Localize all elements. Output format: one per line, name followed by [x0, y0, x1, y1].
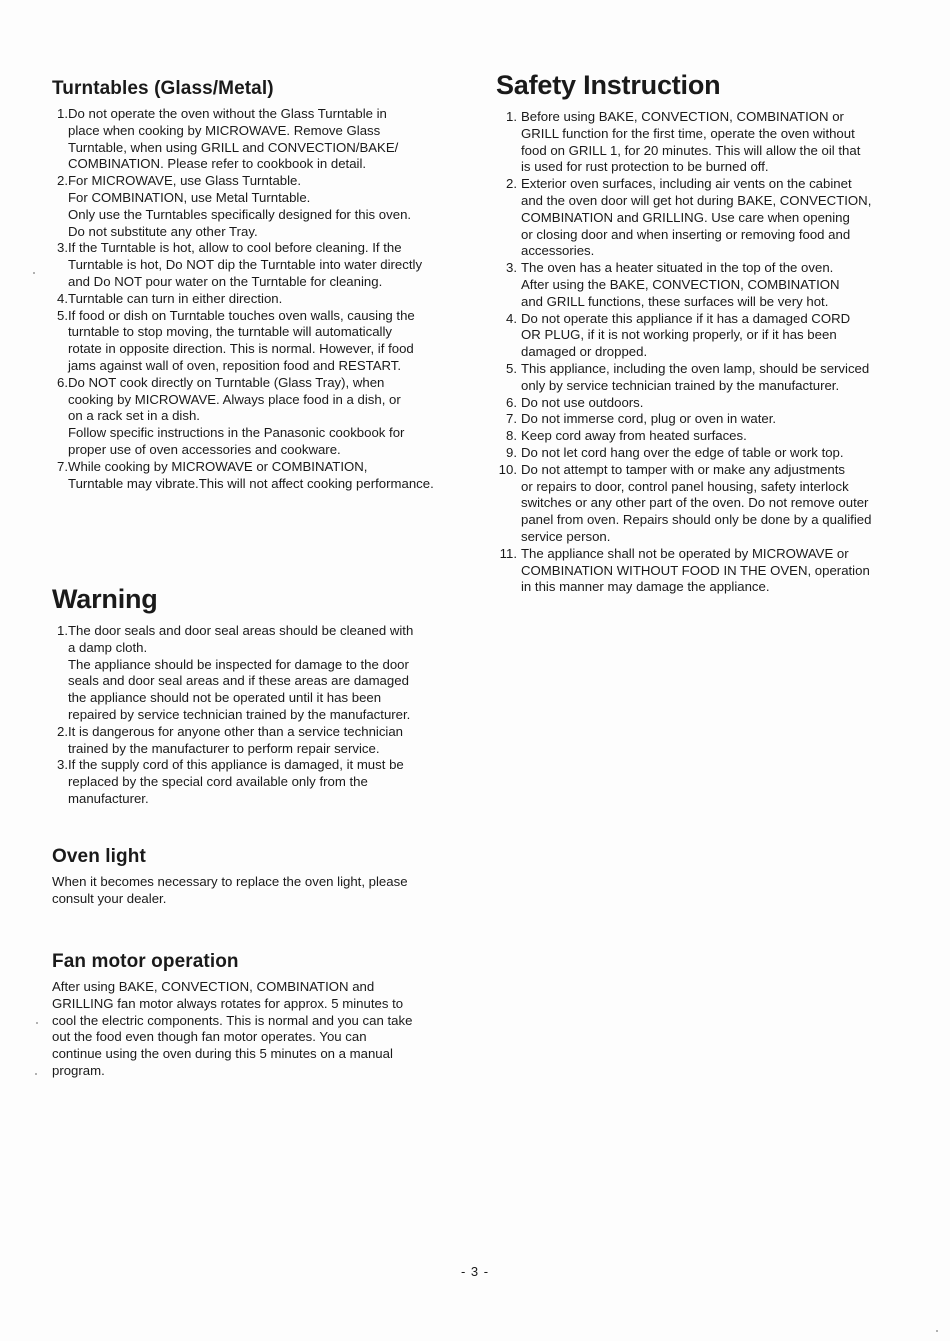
list-item [496, 109, 908, 176]
safety-heading: Safety Instruction [496, 70, 721, 100]
safety-section [496, 70, 908, 596]
item-text: Do not operate this appliance if it has a damaged CORD OR PLUG, if it is not working properly, or if it has been damaged or dropped. [521, 310, 851, 360]
item-text: Do not operate the oven without the Glass Turntable in place when cooking by MICROWAVE. Remove Glass Turntable, when using GRILL and CONVECTION/BAKE/ COMBINATION. Please refer to cookbook in detail. [68, 106, 399, 172]
turntables-list [52, 106, 472, 492]
list-item [52, 724, 472, 758]
item-number: 3. [506, 260, 517, 276]
list-item [52, 459, 472, 493]
item-number: 10. [498, 461, 517, 477]
list-item [496, 395, 908, 412]
item-text: Turntable can turn in either direction. [68, 290, 283, 306]
item-number: 4. [506, 310, 517, 326]
list-item [52, 240, 472, 290]
item-number: 5. [506, 360, 517, 376]
item-number: 9. [506, 444, 517, 460]
item-text: Do not immerse cord, plug or oven in water. [521, 411, 777, 427]
item-text: Do not let cord hang over the edge of table or work top. [521, 444, 844, 460]
scan-speck [36, 1022, 38, 1024]
item-number: 2. [57, 173, 68, 189]
list-item [52, 106, 472, 173]
item-number: 4. [57, 290, 68, 306]
item-number: 1. [506, 109, 517, 124]
fan-motor-section [52, 951, 472, 1080]
item-number: 1. [57, 623, 68, 638]
item-number: 6. [506, 394, 517, 410]
item-text: Do not use outdoors. [521, 394, 644, 410]
item-number: 5. [57, 307, 68, 323]
item-text: Do NOT cook directly on Turntable (Glass Tray), when cooking by MICROWAVE. Always place food in a dish, or on a rack set in a dish. Follow specific instructions in the Panasonic cookbook for proper use of oven accessories and cookware. [68, 374, 405, 457]
list-item [496, 311, 908, 361]
item-text: This appliance, including the oven lamp, should be serviced only by service technician trained by the manufacturer. [521, 360, 870, 393]
list-item [496, 462, 908, 546]
oven-light-heading: Oven light [52, 846, 146, 867]
turntables-heading: Turntables (Glass/Metal) [52, 78, 274, 99]
oven-light-section [52, 846, 472, 908]
scan-speck [33, 272, 35, 274]
turntables-section [52, 78, 472, 492]
item-text: The oven has a heater situated in the top of the oven. After using the BAKE, CONVECTION, COMBINATION and GRILL functions, these surfaces will be very hot. [521, 260, 840, 309]
scan-speck [35, 1073, 37, 1075]
warning-heading: Warning [52, 584, 158, 614]
list-item [496, 546, 908, 596]
item-number: 3. [57, 757, 68, 773]
item-text: Exterior oven surfaces, including air vents on the cabinet and the oven door will get hot during BAKE, CONVECTION, COMBINATION and GRILLING. Use care when opening or closing door and when inserting or removing food and accessories. [521, 176, 872, 259]
list-item [496, 176, 908, 260]
item-number: 6. [57, 374, 68, 390]
item-text: If the Turntable is hot, allow to cool before cleaning. If the Turntable is hot, Do NOT dip the Turntable into water directly and Do NOT pour water on the Turntable for cleaning. [68, 240, 423, 289]
item-number: 11. [499, 545, 517, 561]
item-number: 3. [57, 240, 68, 256]
item-text: For MICROWAVE, use Glass Turntable. For COMBINATION, use Metal Turntable. Only use the Turntables specifically designed for this oven. Do not substitute any other Tray. [68, 173, 412, 239]
item-number: 1. [57, 106, 68, 121]
item-text: Before using BAKE, CONVECTION, COMBINATION or GRILL function for the first time, operate the oven without food on GRILL 1, for 20 minutes. This will allow the oil that is used for rust protection to be burned off. [521, 109, 861, 175]
page-number: - 3 - [460, 1264, 490, 1279]
item-text: It is dangerous for anyone other than a service technician trained by the manufacturer to perform repair service. [68, 723, 404, 756]
item-number: 7. [506, 411, 517, 427]
list-item [496, 428, 908, 445]
list-item [496, 260, 908, 310]
item-text: The door seals and door seal areas should be cleaned with a damp cloth. The appliance should be inspected for damage to the door seals and door seal areas and if these areas are damaged the appliance should not be operated until it has been repaired by service technician trained by the manufacturer. [68, 623, 414, 722]
item-text: Keep cord away from heated surfaces. [521, 428, 747, 444]
list-item [52, 375, 472, 459]
warning-list [52, 623, 472, 808]
item-text: Do not attempt to tamper with or make any adjustments or repairs to door, control panel housing, safety interlock switches or any other part of the oven. Do not remove outer panel from oven. Repairs should only be done by a qualified service person. [521, 461, 872, 544]
safety-list [496, 109, 908, 596]
scan-speck [936, 1330, 938, 1332]
item-text: The appliance shall not be operated by MICROWAVE or COMBINATION WITHOUT FOOD IN THE OVEN, operation in this manner may damage the appliance. [521, 545, 870, 595]
item-number: 7. [57, 458, 68, 474]
list-item [52, 308, 472, 375]
oven-light-text: When it becomes necessary to replace the oven light, please consult your dealer. [52, 874, 408, 906]
warning-section [52, 584, 472, 808]
list-item [496, 361, 908, 395]
list-item [52, 291, 472, 308]
list-item [496, 445, 908, 462]
item-text: If food or dish on Turntable touches oven walls, causing the turntable to stop moving, the turntable will automatically rotate in opposite direction. This is normal. However, if food jams against wall of oven, reposition food and RESTART. [68, 307, 415, 373]
list-item [496, 411, 908, 428]
fan-motor-heading: Fan motor operation [52, 951, 239, 972]
list-item [52, 623, 472, 724]
list-item [52, 757, 472, 807]
item-text: If the supply cord of this appliance is damaged, it must be replaced by the special cord available only from the manufacturer. [68, 757, 404, 806]
item-number: 2. [506, 176, 517, 192]
item-text: While cooking by MICROWAVE or COMBINATION, Turntable may vibrate.This will not affect cooking performance. [68, 458, 434, 491]
item-number: 8. [506, 428, 517, 444]
item-number: 2. [57, 723, 68, 739]
fan-motor-text: After using BAKE, CONVECTION, COMBINATION and GRILLING fan motor always rotates for approx. 5 minutes to cool the electric components. This is normal and you can take out the food even though fan motor operates. You can continue using the oven during this 5 minutes on a manual program. [52, 979, 413, 1078]
list-item [52, 173, 472, 240]
